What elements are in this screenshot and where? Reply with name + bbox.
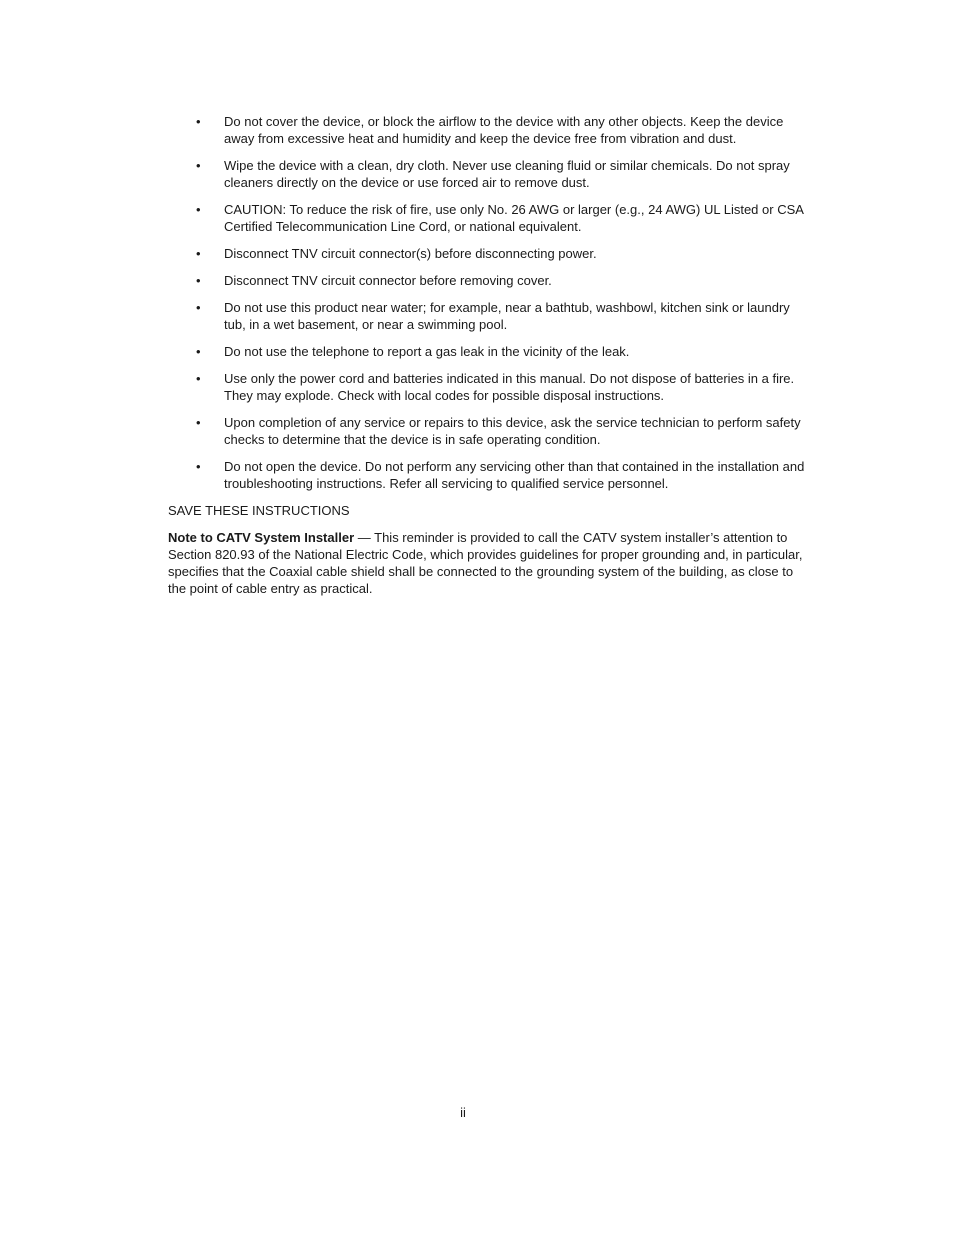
list-item — [168, 370, 814, 404]
page-content — [168, 113, 814, 597]
bullet-icon: • — [196, 371, 201, 386]
bullet-icon: • — [196, 202, 201, 217]
bullet-icon: • — [196, 344, 201, 359]
list-item — [168, 113, 814, 147]
bullet-text: Wipe the device with a clean, dry cloth. Never use cleaning fluid or similar chemicals. Do not spray cleaners directly on the device or use forced air to remove dust. — [224, 158, 790, 190]
bullet-icon: • — [196, 415, 201, 430]
list-item — [168, 272, 814, 289]
catv-installer-note — [168, 529, 814, 597]
bullet-icon: • — [196, 459, 201, 474]
bullet-text: Use only the power cord and batteries indicated in this manual. Do not dispose of batteries in a fire. They may explode. Check with local codes for possible disposal instructions. — [224, 371, 795, 403]
list-item — [168, 201, 814, 235]
bullet-icon: • — [196, 246, 201, 261]
note-text: — This reminder is provided to call the CATV system installer’s attention to Section 820.93 of the National Electric Code, which provides guidelines for proper grounding and, in particular, specifies that the Coaxial cable shield shall be connected to the grounding system of the building, as close to the point of cable entry as practical. — [168, 530, 803, 596]
bullet-text: Do not cover the device, or block the airflow to the device with any other objects. Keep the device away from excessive heat and humidity and keep the device free from vibration and dust. — [224, 114, 784, 146]
list-item — [168, 343, 814, 360]
bullet-text: CAUTION: To reduce the risk of fire, use only No. 26 AWG or larger (e.g., 24 AWG) UL Listed or CSA Certified Telecommunication Line Cord, or national equivalent. — [224, 202, 804, 234]
bullet-icon: • — [196, 158, 201, 173]
bullet-text: Upon completion of any service or repairs to this device, ask the service technician to perform safety checks to determine that the device is in safe operating condition. — [224, 415, 801, 447]
bullet-icon: • — [196, 273, 201, 288]
note-label: Note to CATV System Installer — [168, 530, 355, 545]
bullet-text: Do not use the telephone to report a gas leak in the vicinity of the leak. — [224, 344, 630, 359]
list-item — [168, 458, 814, 492]
list-item — [168, 414, 814, 448]
bullet-icon: • — [196, 300, 201, 315]
page-number: ii — [460, 1105, 466, 1120]
bullet-icon: • — [196, 114, 201, 129]
bullet-text: Disconnect TNV circuit connector before removing cover. — [224, 273, 552, 288]
safety-bullet-list — [168, 113, 814, 492]
bullet-text: Disconnect TNV circuit connector(s) before disconnecting power. — [224, 246, 597, 261]
bullet-text: Do not open the device. Do not perform any servicing other than that contained in the installation and troubleshooting instructions. Refer all servicing to qualified service personnel. — [224, 459, 805, 491]
list-item — [168, 245, 814, 262]
list-item — [168, 299, 814, 333]
save-instructions: SAVE THESE INSTRUCTIONS — [168, 503, 350, 518]
bullet-text: Do not use this product near water; for example, near a bathtub, washbowl, kitchen sink or laundry tub, in a wet basement, or near a swimming pool. — [224, 300, 790, 332]
list-item — [168, 157, 814, 191]
